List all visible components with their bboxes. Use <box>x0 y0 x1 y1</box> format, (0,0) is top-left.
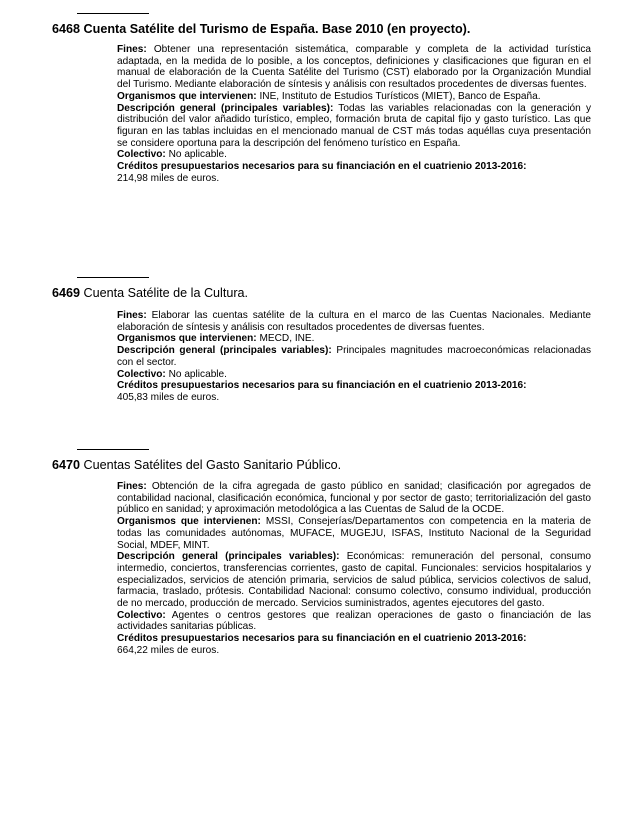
entry-body <box>117 481 591 657</box>
organismos-paragraph <box>117 516 591 551</box>
entry-code: 6468 <box>52 22 81 36</box>
fines-label: Fines: <box>117 481 147 492</box>
organismos-text: INE, Instituto de Estudios Turísticos (MIET), Banco de España. <box>259 90 541 102</box>
entry-code: 6470 <box>52 458 81 472</box>
organismos-paragraph <box>117 91 591 103</box>
entry-body <box>117 310 591 404</box>
colectivo-label: Colectivo: <box>117 368 166 380</box>
colectivo-text: No aplicable. <box>168 368 227 380</box>
entry-title <box>52 458 612 473</box>
descripcion-text: Económicas: remuneración del personal, consumo intermedio, conciertos, transferencias corrientes, gasto de capital. Funcionales: servicios hospitalarios y especializados, servicios de atención primaria, servicios de salud pública, servicios colectivos de salud, farmacia, traslado, prótesis. Contabilidad Nacional: consumo colectivo, consumo individual, producción de no mercado, producción de mercado. Servicios suministrados, agentes ejecutores del gasto. <box>117 551 591 610</box>
entry-code: 6469 <box>52 286 81 300</box>
entry-name: Cuentas Satélites del Gasto Sanitario Público. <box>83 458 342 472</box>
descripcion-paragraph <box>117 345 591 368</box>
colectivo-paragraph <box>117 610 591 633</box>
entry-name: Cuenta Satélite del Turismo de España. Base 2010 (en proyecto). <box>83 22 471 36</box>
organismos-label: Organismos que intervienen: <box>117 516 261 528</box>
organismos-paragraph <box>117 333 591 345</box>
creditos-amount: 214,98 miles de euros. <box>117 172 220 184</box>
creditos-paragraph <box>117 380 591 392</box>
colectivo-text: Agentes o centros gestores que realizan operaciones de gasto o financiación de las actividades sanitarias públicas. <box>117 609 591 633</box>
descripcion-text: Todas las variables relacionadas con la generación y distribución del valor añadido turístico, empleo, formación bruta de capital fijo y gasto turístico. Las que figuran en las tablas incluidas en el mencionado manual de CST más todas aquéllas cuya presentación se considere oportuna para la descripción del fenómeno turístico en España. <box>117 102 591 149</box>
descripcion-text: Principales magnitudes macroeconómicas relacionadas con el sector. <box>117 345 591 368</box>
fines-paragraph <box>117 310 591 333</box>
descripcion-label: Descripción general (principales variables): <box>117 102 334 114</box>
creditos-label: Créditos presupuestarios necesarios para su financiación en el cuatrienio 2013-2016: <box>117 380 527 392</box>
organismos-text: MSSI, Consejerías/Departamentos con competencia en la materia de todas las comunidades autónomas, MUFACE, MUGEJU, ISFAS, Instituto Nacional de la Seguridad Social, MDEF, MINT. <box>117 516 591 551</box>
fines-paragraph <box>117 481 591 516</box>
descripcion-paragraph <box>117 551 591 610</box>
organismos-label: Organismos que intervienen: <box>117 90 257 102</box>
fines-text: Elaborar las cuentas satélite de la cultura en el marco de las Cuentas Nacionales. Mediante elaboración de síntesis y análisis con resultados procedentes de diversas fuentes. <box>117 310 591 333</box>
entry-name: Cuenta Satélite de la Cultura. <box>83 286 249 300</box>
descripcion-label: Descripción general (principales variables): <box>117 345 332 357</box>
entry-title <box>52 22 612 37</box>
fines-text: Obtener una representación sistemática, comparable y completa de la actividad turística adaptada, en la medida de lo posible, a los conceptos, definiciones y clasificaciones que figuran en el manual de elaboración de la Cuenta Satélite del Turismo (CST) elaborado por la Organización Mundial del Turismo. Mediante elaboración de síntesis y análisis con resultados procedentes de diversas fuentes. <box>117 44 592 91</box>
organismos-label: Organismos que intervienen: <box>117 333 257 345</box>
separator-rule <box>77 449 149 450</box>
fines-text: Obtención de la cifra agregada de gasto público en sanidad; clasificación por agregados de contabilidad nacional, clasificación económica, funcional y por sector de gasto; territorialización del gasto público en sanidad; y aproximación metodológica a las Cuentas de Salud de la OCDE. <box>117 481 592 516</box>
colectivo-label: Colectivo: <box>117 609 166 621</box>
fines-paragraph <box>117 44 591 91</box>
separator-rule <box>77 277 149 278</box>
creditos-label: Créditos presupuestarios necesarios para su financiación en el cuatrienio 2013-2016: <box>117 633 527 645</box>
colectivo-paragraph <box>117 369 591 381</box>
creditos-paragraph <box>117 161 591 173</box>
descripcion-label: Descripción general (principales variables): <box>117 551 340 563</box>
colectivo-label: Colectivo: <box>117 149 166 161</box>
entry-body <box>117 44 591 184</box>
fines-label: Fines: <box>117 44 147 55</box>
creditos-amount: 664,22 miles de euros. <box>117 644 220 656</box>
colectivo-paragraph <box>117 149 591 161</box>
fines-label: Fines: <box>117 310 147 321</box>
creditos-amount: 405,83 miles de euros. <box>117 391 220 403</box>
separator-rule <box>77 13 149 14</box>
entry-title <box>52 286 612 301</box>
creditos-paragraph <box>117 633 591 645</box>
colectivo-text: No aplicable. <box>168 149 227 161</box>
descripcion-paragraph <box>117 103 591 150</box>
organismos-text: MECD, INE. <box>259 333 315 345</box>
creditos-label: Créditos presupuestarios necesarios para su financiación en el cuatrienio 2013-2016: <box>117 161 527 173</box>
